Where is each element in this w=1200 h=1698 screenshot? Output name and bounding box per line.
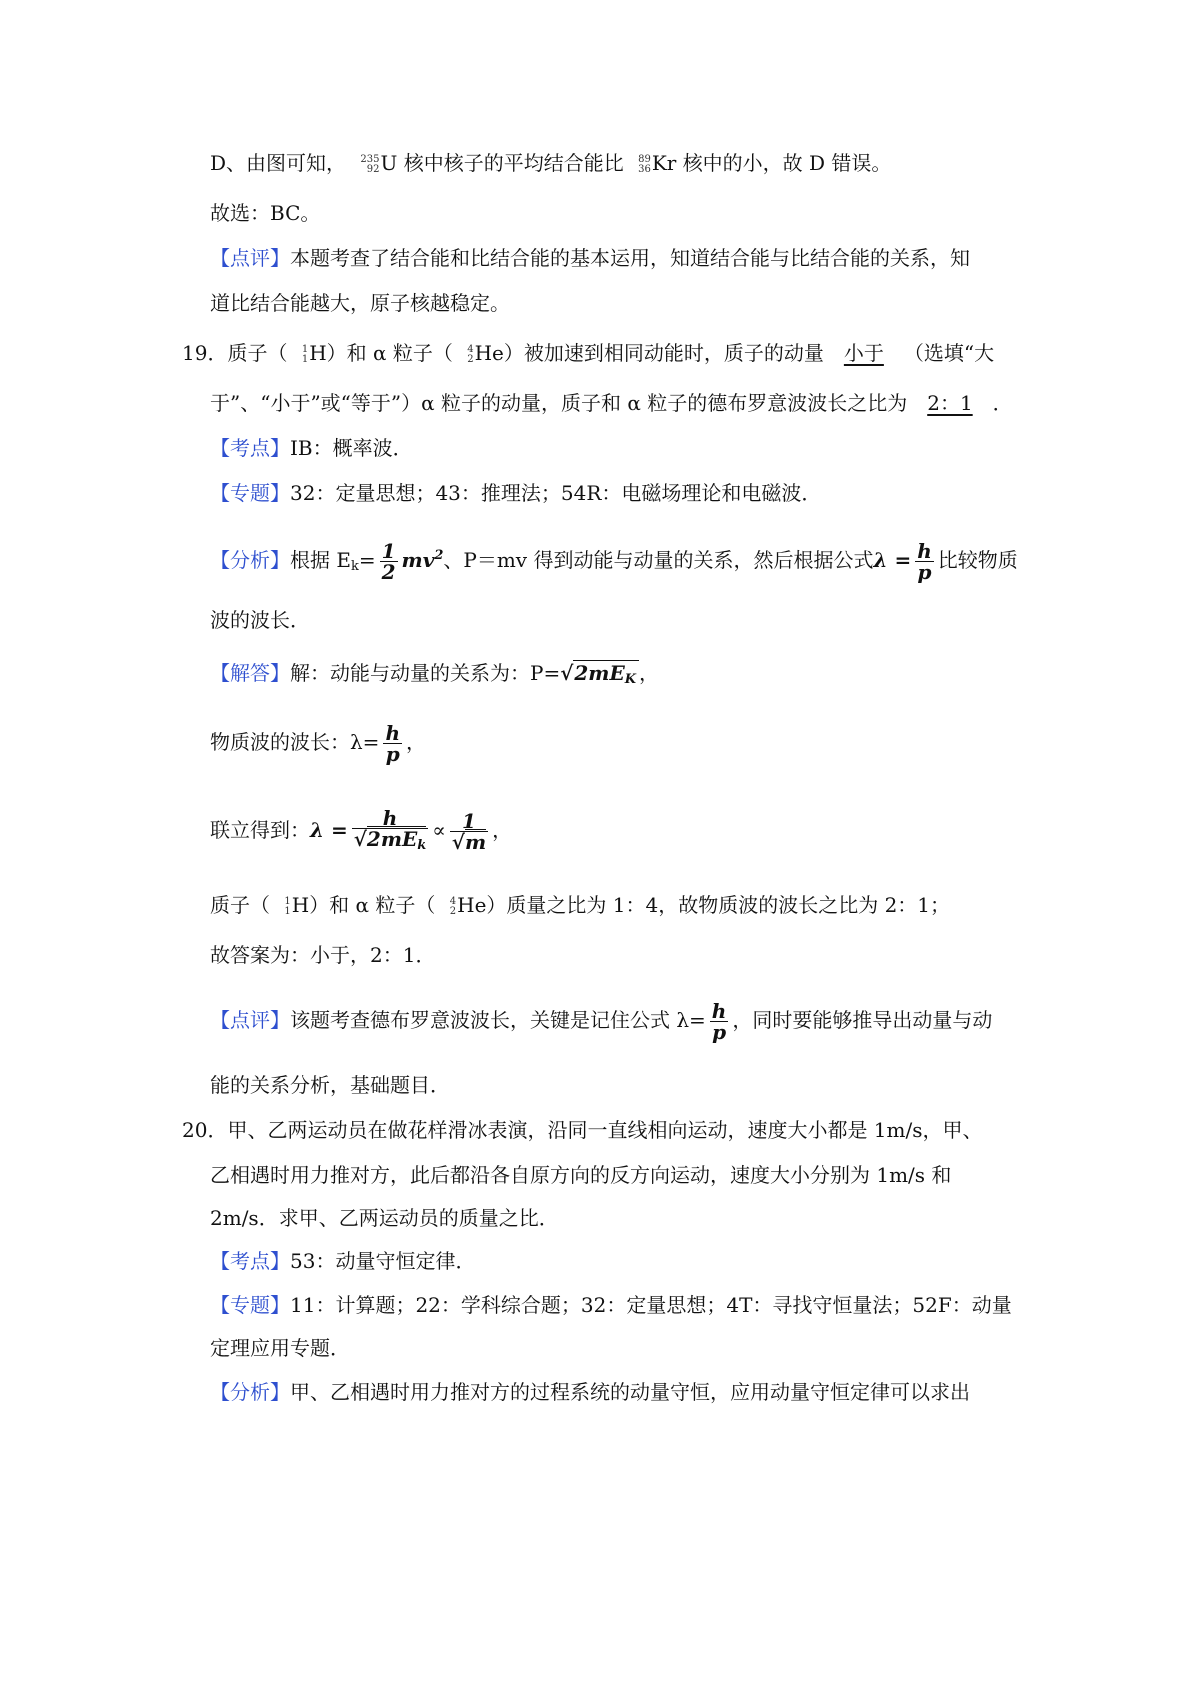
question-19-line-2: 于”、“小于”或“等于”）α 粒子的动量，质子和 α 粒子的德布罗意波波长之比为 2：1 ． xyxy=(210,388,1013,418)
sqrt-expression: $√2mE_K$ xyxy=(560,658,639,695)
dianping-line: 【点评】该题考查德布罗意波波长，关键是记住公式 λ= $\frac{h}{p}$ ，同时要能够推导出动量与动 xyxy=(210,999,993,1044)
text: 核中核子的平均结合能比 xyxy=(403,151,631,175)
zhuanti-line-20: 【专题】11：计算题；22：学科综合题；32：定量思想；4T：寻找守恒量法；52F：动量 xyxy=(210,1293,1012,1317)
isotope-he-notation: 4 2 xyxy=(467,343,474,365)
mass-ratio-line: 质子（ 1 1 H）和 α 粒子（ 4 2 He）质量之比为 1：4，故物质波的波长之比为 2：1； xyxy=(210,893,951,917)
isotope-he-notation: 4 2 xyxy=(449,895,457,917)
comment-line-2: 道比结合能越大，原子核越稳定。 xyxy=(210,291,510,315)
comment-line xyxy=(210,243,970,273)
fenxi-tag: 【分析】 xyxy=(210,548,290,572)
element-symbol: U xyxy=(380,151,398,175)
jieda-line: 【解答】解：动能与动量的关系为：$P=√2mE_K$ ， xyxy=(210,658,659,695)
question-20-line-3: 2m/s．求甲、乙两运动员的质量之比． xyxy=(210,1206,559,1230)
fenxi-line-20: 【分析】甲、乙相遇时用力推对方的过程系统的动量守恒，应用动量守恒定律可以求出 xyxy=(210,1380,970,1404)
answer-blank-2: 2：1 xyxy=(927,391,973,415)
text: D、由图可知， xyxy=(210,151,347,175)
isotope-kr-notation: 89 36 xyxy=(638,153,651,175)
kaodian-tag: 【考点】 xyxy=(210,436,290,460)
fraction-h-over-p: $\frac{h}{p}$ xyxy=(385,721,400,766)
zhuanti-line: 【专题】32：定量思想；43：推理法；54R：电磁场理论和电磁波． xyxy=(210,481,822,505)
zhuanti-tag: 【专题】 xyxy=(210,1293,290,1317)
isotope-u-notation: 235 92 xyxy=(360,153,380,175)
option-d-line xyxy=(210,148,891,178)
dianping-line-2: 能的关系分析，基础题目． xyxy=(210,1073,450,1097)
question-20-line-2: 乙相遇时用力推对方，此后都沿各自原方向的反方向运动，速度大小分别为 1m/s 和 xyxy=(210,1163,952,1187)
question-number: 20． xyxy=(182,1118,228,1142)
fenxi-line-2: 波的波长． xyxy=(210,608,310,632)
choice-line: 故选：BC。 xyxy=(210,201,321,225)
answer-blank-1: 小于 xyxy=(843,341,884,365)
fraction-h-over-sqrt: $\frac{h}{√2mE_k}$ xyxy=(353,805,427,853)
jieda-tag: 【解答】 xyxy=(210,661,290,685)
fenxi-tag: 【分析】 xyxy=(210,1380,290,1404)
wave-length-line: 物质波的波长：λ= $\frac{h}{p}$ ， xyxy=(210,721,426,766)
fraction-h-over-p: $\frac{h}{p}$ xyxy=(917,539,932,584)
dianping-tag: 【点评】 xyxy=(210,1008,290,1032)
text: 本题考查了结合能和比结合能的基本运用，知道结合能与比结合能的关系，知 xyxy=(290,246,970,270)
answer-line: 故答案为：小于，2：1． xyxy=(210,943,436,967)
kaodian-line-20: 【考点】53：动量守恒定律． xyxy=(210,1249,476,1273)
comment-tag: 【点评】 xyxy=(210,246,290,270)
fenxi-line: 【分析】根据 $E_k=$ $\frac{1}{2}$ $mv^2$、P＝mv 得到动能与动量的关系，然后根据公式λ = $\frac{h}{p}$ 比较物质 xyxy=(210,539,1018,584)
kaodian-line: 【考点】IB：概率波． xyxy=(210,436,413,460)
zhuanti-line-20-2: 定理应用专题． xyxy=(210,1336,350,1360)
question-20-line-1: 20．甲、乙两运动员在做花样滑冰表演，沿同一直线相向运动，速度大小都是 1m/s，甲、 xyxy=(182,1118,983,1142)
kaodian-tag: 【考点】 xyxy=(210,1249,290,1273)
fraction-h-over-p: $\frac{h}{p}$ xyxy=(711,999,727,1044)
zhuanti-tag: 【专题】 xyxy=(210,481,290,505)
isotope-h-notation: 1 1 xyxy=(284,895,291,917)
question-19-line-1: 19．质子（ 1 1 H）和 α 粒子（ 4 2 He）被加速到相同动能时，质子的动量 小于 （选填“大 xyxy=(182,338,994,368)
fraction-half: $\frac{1}{2}$ xyxy=(381,539,396,584)
element-symbol: Kr xyxy=(651,151,677,175)
text: 核中的小，故 D 错误。 xyxy=(682,151,892,175)
isotope-h-notation: 1 1 xyxy=(301,343,309,365)
combined-line: 联立得到：λ = $\frac{h}{√2mE_k}$ ∝ $\frac{1}{√m}$ ， xyxy=(210,805,513,854)
fraction-one-over-sqrt-m: $\frac{1}{√m}$ xyxy=(451,809,487,854)
question-number: 19． xyxy=(182,341,228,365)
